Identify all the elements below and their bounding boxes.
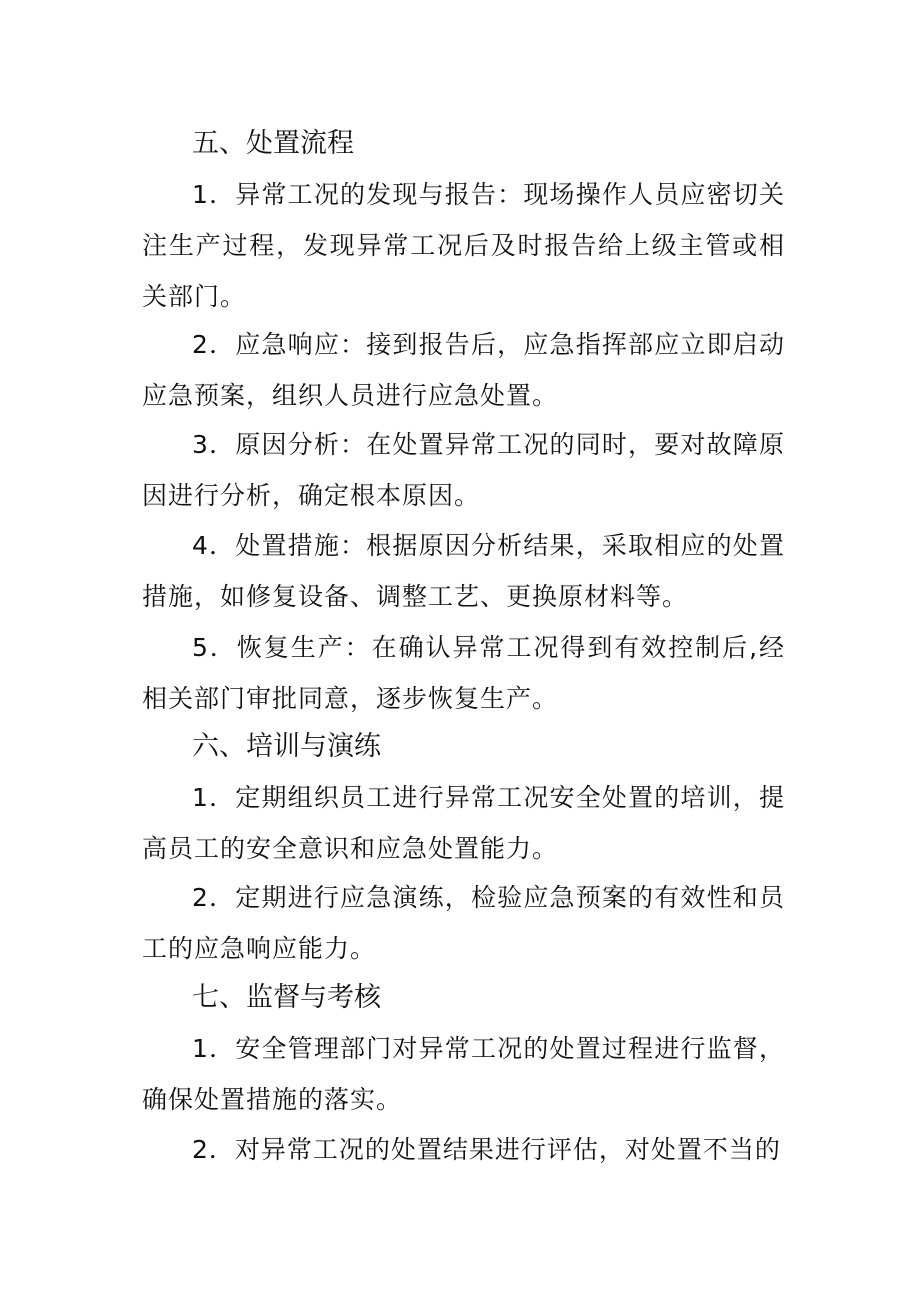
list-item: 1．安全管理部门对异常工况的处置过程进行监督，确保处置措施的落实。	[142, 1034, 785, 1114]
list-item: 5．恢复生产：在确认异常工况得到有效控制后,经相关部门审批同意，逐步恢复生产。	[142, 633, 785, 713]
list-item: 1．异常工况的发现与报告：现场操作人员应密切关注生产过程，发现异常工况后及时报告给上级主管或相关部门。	[142, 180, 785, 311]
list-item: 2．定期进行应急演练，检验应急预案的有效性和员工的应急响应能力。	[142, 883, 785, 963]
section-heading: 六、培训与演练	[192, 731, 381, 762]
list-item: 2．应急响应：接到报告后，应急指挥部应立即启动应急预案，组织人员进行应急处置。	[142, 330, 785, 410]
section-heading: 五、处置流程	[192, 128, 354, 159]
list-item: 4．处置措施：根据原因分析结果，采取相应的处置措施，如修复设备、调整工艺、更换原材料等。	[142, 531, 785, 611]
list-item: 2．对异常工况的处置结果进行评估，对处置不当的	[192, 1135, 781, 1164]
section-heading: 七、监督与考核	[192, 982, 381, 1013]
list-item: 1．定期组织员工进行异常工况安全处置的培训，提高员工的安全意识和应急处置能力。	[142, 783, 785, 863]
list-item: 3．原因分析：在处置异常工况的同时，要对故障原因进行分析，确定根本原因。	[142, 430, 785, 510]
